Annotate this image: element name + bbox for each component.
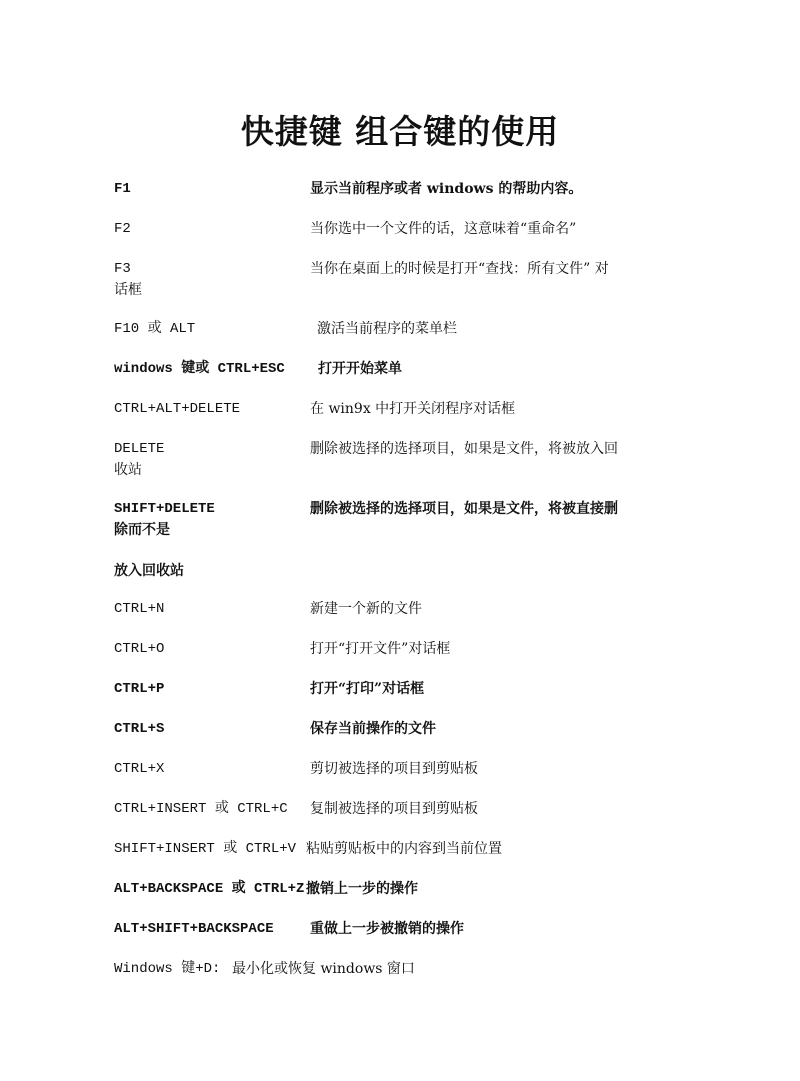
shortcut-desc: 当你在桌面上的时候是打开“查找：所有文件” 对 bbox=[310, 261, 609, 277]
shortcut-desc: 激活当前程序的菜单栏 bbox=[317, 321, 457, 337]
shortcut-row-windows-d bbox=[114, 958, 684, 980]
shortcut-desc: 粘贴剪贴板中的内容到当前位置 bbox=[306, 841, 502, 857]
shortcut-key: CTRL+O bbox=[114, 641, 165, 657]
shortcut-desc: 显示当前程序或者 windows 的帮助内容。 bbox=[310, 181, 583, 197]
shortcut-row-delete bbox=[114, 438, 684, 478]
shortcut-desc: 打开“打开文件”对话框 bbox=[310, 641, 451, 657]
shortcut-row-f10-alt bbox=[114, 318, 684, 340]
shortcut-desc: 剪切被选择的项目到剪贴板 bbox=[310, 761, 478, 777]
shortcut-row-recycle-continued bbox=[114, 560, 684, 582]
shortcut-desc-continued: 收站 bbox=[114, 462, 142, 478]
shortcut-key: F3 bbox=[114, 261, 131, 277]
shortcut-desc: 保存当前操作的文件 bbox=[310, 721, 436, 737]
shortcut-key: F1 bbox=[114, 181, 131, 197]
page-title: 快捷键 组合键的使用 bbox=[240, 112, 560, 151]
shortcut-text: 放入回收站 bbox=[114, 563, 184, 579]
shortcut-desc: 最小化或恢复 windows 窗口 bbox=[232, 961, 415, 977]
shortcut-key: CTRL+ALT+DELETE bbox=[114, 401, 241, 417]
shortcut-key: SHIFT+DELETE bbox=[114, 501, 215, 517]
shortcut-key: CTRL+P bbox=[114, 681, 165, 697]
shortcut-key: ALT+BACKSPACE 或 CTRL+Z bbox=[114, 881, 305, 897]
shortcut-desc: 重做上一步被撤销的操作 bbox=[310, 921, 464, 937]
shortcut-desc: 当你选中一个文件的话，这意味着“重命名” bbox=[310, 221, 577, 237]
shortcut-row-ctrl-x bbox=[114, 758, 684, 780]
shortcut-key: CTRL+X bbox=[114, 761, 165, 777]
shortcut-row-ctrl-o bbox=[114, 638, 684, 660]
shortcut-key: CTRL+S bbox=[114, 721, 165, 737]
shortcut-row-f2 bbox=[114, 218, 684, 240]
shortcut-desc: 删除被选择的选择项目，如果是文件，将被放入回 bbox=[310, 441, 618, 457]
shortcut-desc: 新建一个新的文件 bbox=[310, 601, 422, 617]
shortcut-row-f3 bbox=[114, 258, 684, 298]
shortcut-desc: 打开开始菜单 bbox=[318, 361, 402, 377]
shortcut-row-ctrl-n bbox=[114, 598, 684, 620]
shortcut-row-alt-shift-backspace bbox=[114, 918, 684, 940]
shortcut-key: DELETE bbox=[114, 441, 165, 457]
shortcut-key: ALT+SHIFT+BACKSPACE bbox=[114, 921, 274, 937]
shortcut-desc-continued: 话框 bbox=[114, 282, 142, 298]
shortcut-key: Windows 键+D: bbox=[114, 961, 221, 977]
shortcut-key: windows 键或 CTRL+ESC bbox=[114, 361, 285, 377]
shortcut-row-ctrl-p bbox=[114, 678, 684, 700]
shortcut-key: CTRL+INSERT 或 CTRL+C bbox=[114, 801, 288, 817]
shortcut-row-alt-backspace bbox=[114, 878, 684, 900]
shortcut-desc: 打开“打印”对话框 bbox=[310, 681, 425, 697]
shortcut-desc: 撤销上一步的操作 bbox=[306, 881, 418, 897]
shortcut-key: SHIFT+INSERT 或 CTRL+V bbox=[114, 841, 297, 857]
shortcut-row-f1 bbox=[114, 178, 684, 200]
shortcut-key: F10 或 ALT bbox=[114, 321, 196, 337]
shortcut-desc: 删除被选择的选择项目，如果是文件，将被直接删 bbox=[310, 501, 618, 517]
shortcut-row-windows-key bbox=[114, 358, 684, 380]
shortcut-key: CTRL+N bbox=[114, 601, 165, 617]
shortcut-desc: 复制被选择的项目到剪贴板 bbox=[310, 801, 478, 817]
shortcut-desc-continued: 除而不是 bbox=[114, 522, 170, 538]
shortcut-row-ctrl-insert bbox=[114, 798, 684, 820]
shortcut-row-shift-delete bbox=[114, 498, 684, 538]
shortcut-desc: 在 win9x 中打开关闭程序对话框 bbox=[310, 401, 516, 417]
shortcut-row-ctrl-alt-delete bbox=[114, 398, 684, 420]
shortcut-row-shift-insert bbox=[114, 838, 684, 860]
shortcut-row-ctrl-s bbox=[114, 718, 684, 740]
shortcut-key: F2 bbox=[114, 221, 131, 237]
